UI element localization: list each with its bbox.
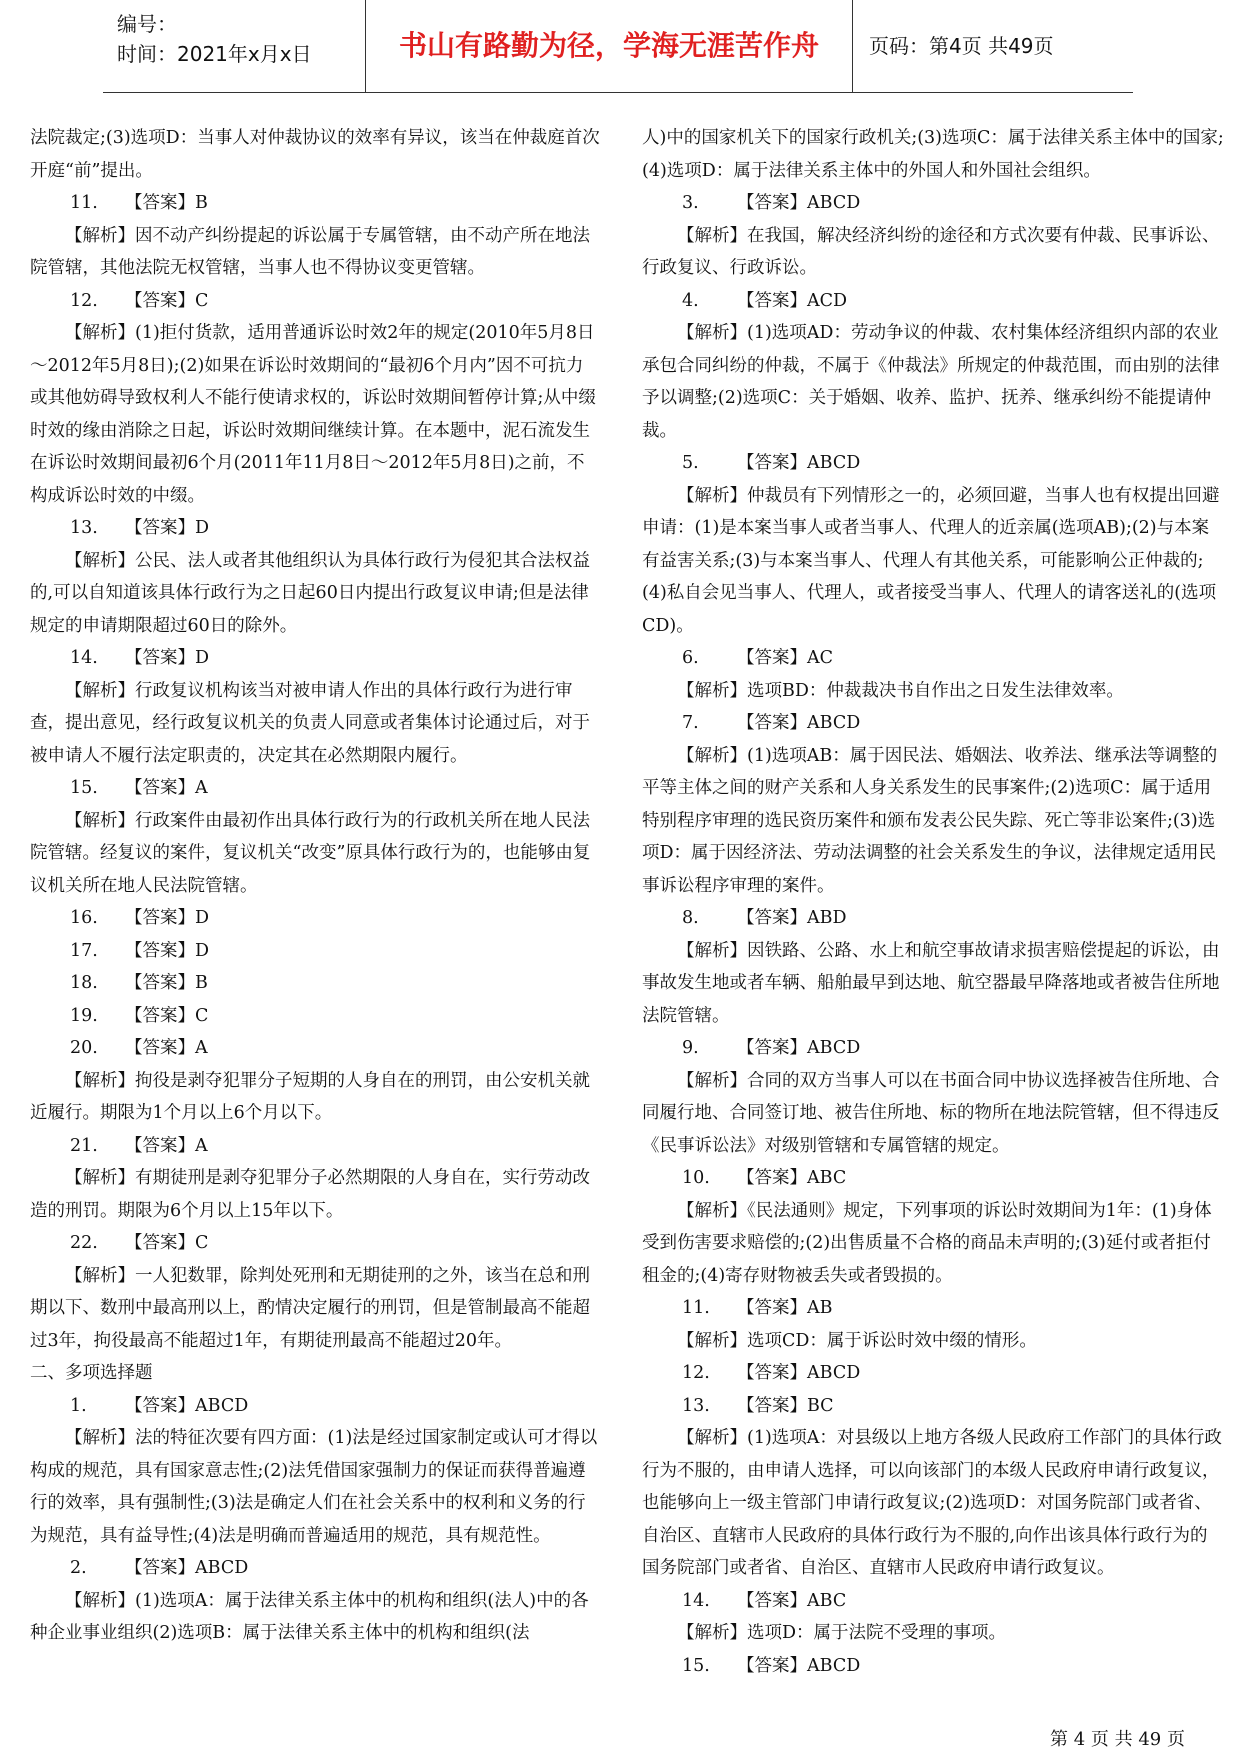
question-number: 1. [70, 1395, 87, 1416]
answer-line [30, 902, 600, 935]
answer-text: 【答案】ABCD [125, 1395, 249, 1416]
answer-text: 【答案】ACD [737, 290, 848, 311]
section-heading: 二、多项选择题 [30, 1363, 153, 1383]
answer-line [30, 1032, 600, 1065]
answer-text: 【答案】AB [737, 1298, 833, 1318]
answer-text: 【答案】BC [737, 1395, 834, 1416]
explanation-paragraph: 【解析】合同的双方当事人可以在书面合同中协议选择被告住所地、合同履行地、合同签订地、被告住所地、标的物所在地法院管辖，但不得违反《民事诉讼法》对级别管辖和专属管辖的规定。 [642, 1070, 1220, 1156]
question-number: 12. [682, 1363, 710, 1383]
explanation-paragraph: 【解析】因不动产纠纷提起的诉讼属于专属管辖，由不动产所在地法院管辖，其他法院无权管辖，当事人也不得协议变更管辖。 [30, 225, 590, 278]
question-number: 5. [682, 453, 699, 473]
header-meta [103, 0, 366, 92]
question-number: 14. [682, 1590, 710, 1611]
answer-line [642, 447, 1224, 480]
motto: 书山有路勤为径，学海无涯苦作舟 [366, 0, 853, 92]
question-number: 15. [70, 778, 98, 798]
explanation-paragraph: 【解析】有期徒刑是剥夺犯罪分子必然期限的人身自在，实行劳动改造的刑罚。期限为6个月以上15年以下。 [30, 1168, 590, 1221]
explanation-paragraph: 【解析】选项CD：属于诉讼时效中缀的情形。 [677, 1330, 1037, 1351]
answer-text: 【答案】B [125, 193, 208, 213]
answer-text: 【答案】ABD [737, 908, 847, 928]
explanation-paragraph: 【解析】行政案件由最初作出具体行政行为的行政机关所在地人民法院管辖。经复议的案件，复议机关“改变”原具体行政行为的，也能够由复议机关所在地人民法院管辖。 [30, 810, 591, 896]
explanation-paragraph: 【解析】法的特征次要有四方面：(1)法是经过国家制定或认可才得以构成的规范，具有国家意志性;(2)法凭借国家强制力的保证而获得普遍遵行的效率，具有强制性;(3)法是确定人们在社会关系中的权利和义务的行为规范，具有益导性;(4)法是明确而普遍适用的规范，具有规范性。 [30, 1428, 598, 1546]
explanation-paragraph: 【解析】(1)拒付货款，适用普通诉讼时效2年的规定(2010年5月8日～2012年5月8日);(2)如果在诉讼时效期间的“最初6个月内”因不可抗力或其他妨碍导致权利人不能行使请求权的，诉讼时效期间暂停计算;从中缀时效的缘由消除之日起，诉讼时效期间继续计算。在本题中，泥石流发生在诉讼时效期间最初6个月(2011年11月8日～2012年5月8日)之前，不构成诉讼时效的中缀。 [30, 323, 596, 506]
answer-text: 【答案】ABCD [737, 713, 861, 733]
answer-line [30, 1000, 600, 1033]
question-number: 18. [70, 973, 98, 993]
answer-text: 【答案】ABCD [737, 1655, 861, 1676]
explanation-paragraph: 【解析】行政复议机构该当对被申请人作出的具体行政行为进行审查，提出意见，经行政复议机关的负责人同意或者集体讨论通过后，对于被申请人不履行法定职责的，决定其在必然期限内履行。 [30, 680, 590, 766]
continued-paragraph: 法院裁定;(3)选项D：当事人对仲裁协议的效率有异议，该当在仲裁庭首次开庭“前”提出。 [30, 128, 600, 181]
answer-text: 【答案】B [125, 973, 208, 993]
answer-text: 【答案】ABCD [737, 453, 861, 473]
answer-text: 【答案】C [125, 1005, 209, 1026]
explanation-paragraph: 【解析】(1)选项A：属于法律关系主体中的机构和组织(法人)中的各种企业事业组织(2)选项B：属于法律关系主体中的机构和组织(法 [30, 1590, 589, 1643]
answer-line [642, 1357, 1224, 1390]
answer-line [642, 902, 1224, 935]
question-number: 13. [70, 518, 98, 538]
explanation-paragraph: 【解析】(1)选项A：对县级以上地方各级人民政府工作部门的具体行政行为不服的，由申请人选择，可以向该部门的本级人民政府申请行政复议，也能够向上一级主管部门申请行政复议;(2)选项D：对国务院部门或者省、自治区、直辖市人民政府的具体行政行为不服的,向作出该具体行政行为的国务院部门或者省、自治区、直辖市人民政府申请行政复议。 [642, 1428, 1222, 1578]
question-number: 11. [682, 1298, 710, 1318]
page-header [103, 0, 1133, 93]
answer-text: 【答案】D [125, 518, 210, 538]
answer-line [642, 1292, 1224, 1325]
explanation-paragraph: 【解析】(1)选项AB：属于因民法、婚姻法、收养法、继承法等调整的平等主体之间的财产关系和人身关系发生的民事案件;(2)选项C：属于适用特别程序审理的选民资历案件和颁布发表公民失踪、死亡等非讼案件;(3)选项D：属于因经济法、劳动法调整的社会关系发生的争议，法律规定适用民事诉讼程序审理的案件。 [642, 745, 1218, 896]
answer-line [642, 707, 1224, 740]
question-number: 20. [70, 1038, 98, 1058]
explanation-paragraph: 【解析】拘役是剥夺犯罪分子短期的人身自在的刑罚，由公安机关就近履行。期限为1个月以上6个月以下。 [30, 1070, 590, 1123]
question-number: 17. [70, 940, 98, 961]
answer-text: 【答案】ABCD [737, 1038, 861, 1058]
explanation-paragraph: 【解析】选项D：属于法院不受理的事项。 [677, 1623, 1007, 1643]
answer-line [642, 1585, 1224, 1618]
explanation-paragraph: 【解析】选项BD：仲裁裁决书自作出之日发生法律效率。 [677, 680, 1124, 701]
answer-line [30, 1227, 600, 1260]
answer-line [30, 1552, 600, 1585]
answer-line [30, 935, 600, 968]
page-footer: 第 4 页 共 49 页 [1050, 1729, 1185, 1750]
question-number: 9. [682, 1038, 699, 1058]
question-number: 13. [682, 1395, 710, 1416]
explanation-paragraph: 【解析】《民法通则》规定，下列事项的诉讼时效期间为1年：(1)身体受到伤害要求赔偿的;(2)出售质量不合格的商品未声明的;(3)延付或者拒付租金的;(4)寄存财物被丢失或者毁损的。 [642, 1200, 1212, 1286]
question-number: 11. [70, 193, 98, 213]
question-number: 4. [682, 290, 699, 311]
page-label: 页码：第4页 共49页 [869, 34, 1054, 58]
answer-line [642, 187, 1224, 220]
explanation-paragraph: 【解析】公民、法人或者其他组织认为具体行政行为侵犯其合法权益的,可以自知道该具体行政行为之日起60日内提出行政复议申请;但是法律规定的申请期限超过60日的除外。 [30, 550, 590, 636]
explanation-paragraph: 【解析】一人犯数罪，除判处死刑和无期徒刑的之外，该当在总和刑期以下、数刑中最高刑以上，酌情决定履行的刑罚，但是管制最高不能超过3年，拘役最高不能超过1年，有期徒刑最高不能超过20年。 [30, 1265, 590, 1351]
answer-text: 【答案】AC [737, 648, 834, 668]
answer-line [642, 285, 1224, 318]
answer-text: 【答案】ABC [737, 1590, 847, 1611]
answer-text: 【答案】D [125, 940, 210, 961]
answer-line [30, 1130, 600, 1163]
question-number: 8. [682, 908, 699, 928]
question-number: 16. [70, 908, 98, 928]
question-number: 21. [70, 1135, 98, 1156]
left-column [30, 122, 600, 1650]
question-number: 15. [682, 1655, 710, 1676]
question-number: 6. [682, 648, 699, 668]
answer-text: 【答案】A [125, 1038, 208, 1058]
answer-line [642, 1650, 1224, 1683]
time-label: 时间：2021年x月x日 [117, 42, 312, 66]
explanation-paragraph: 【解析】因铁路、公路、水上和航空事故请求损害赔偿提起的诉讼，由事故发生地或者车辆、船舶最早到达地、航空器最早降落地或者被告住所地法院管辖。 [642, 940, 1220, 1026]
answer-line [30, 512, 600, 545]
answer-line [642, 1032, 1224, 1065]
answer-text: 【答案】ABCD [737, 193, 861, 213]
explanation-paragraph: 【解析】在我国，解决经济纠纷的途径和方式次要有仲裁、民事诉讼、行政复议、行政诉讼。 [642, 225, 1220, 278]
explanation-paragraph: 【解析】(1)选项AD：劳动争议的仲裁、农村集体经济组织内部的农业承包合同纠纷的仲裁，不属于《仲裁法》所规定的仲裁范围，而由别的法律予以调整;(2)选项C：关于婚姻、收养、监护、抚养、继承纠纷不能提请仲裁。 [642, 323, 1220, 441]
continued-paragraph: 人)中的国家机关下的国家行政机关;(3)选项C：属于法律关系主体中的国家;(4)选项D：属于法律关系主体中的外国人和外国社会组织。 [642, 128, 1224, 181]
right-column [642, 122, 1224, 1682]
explanation-paragraph: 【解析】仲裁员有下列情形之一的，必须回避，当事人也有权提出回避申请：(1)是本案当事人或者当事人、代理人的近亲属(选项AB);(2)与本案有益害关系;(3)与本案当事人、代理人有其他关系，可能影响公正仲裁的;(4)私自会见当事人、代理人，或者接受当事人、代理人的请客送礼的(选项CD)。 [642, 485, 1220, 636]
answer-line [30, 187, 600, 220]
answer-text: 【答案】ABCD [737, 1363, 861, 1383]
answer-text: 【答案】C [125, 1233, 209, 1253]
number-label: 编号： [117, 12, 177, 36]
question-number: 14. [70, 648, 98, 668]
answer-line [30, 285, 600, 318]
answer-text: 【答案】C [125, 290, 209, 311]
answer-text: 【答案】ABCD [125, 1558, 249, 1578]
answer-line [30, 1390, 600, 1423]
answer-text: 【答案】ABC [737, 1168, 847, 1188]
question-number: 22. [70, 1233, 98, 1253]
answer-text: 【答案】D [125, 908, 210, 928]
answer-line [30, 967, 600, 1000]
answer-line [642, 1162, 1224, 1195]
question-number: 7. [682, 713, 699, 733]
answer-line [30, 772, 600, 805]
answer-text: 【答案】A [125, 778, 208, 798]
question-number: 3. [682, 193, 699, 213]
answer-text: 【答案】D [125, 648, 210, 668]
question-number: 10. [682, 1168, 710, 1188]
answer-line [642, 642, 1224, 675]
question-number: 2. [70, 1558, 87, 1578]
question-number: 12. [70, 290, 98, 311]
answer-line [642, 1390, 1224, 1423]
answer-line [30, 642, 600, 675]
question-number: 19. [70, 1005, 98, 1026]
answer-text: 【答案】A [125, 1135, 208, 1156]
